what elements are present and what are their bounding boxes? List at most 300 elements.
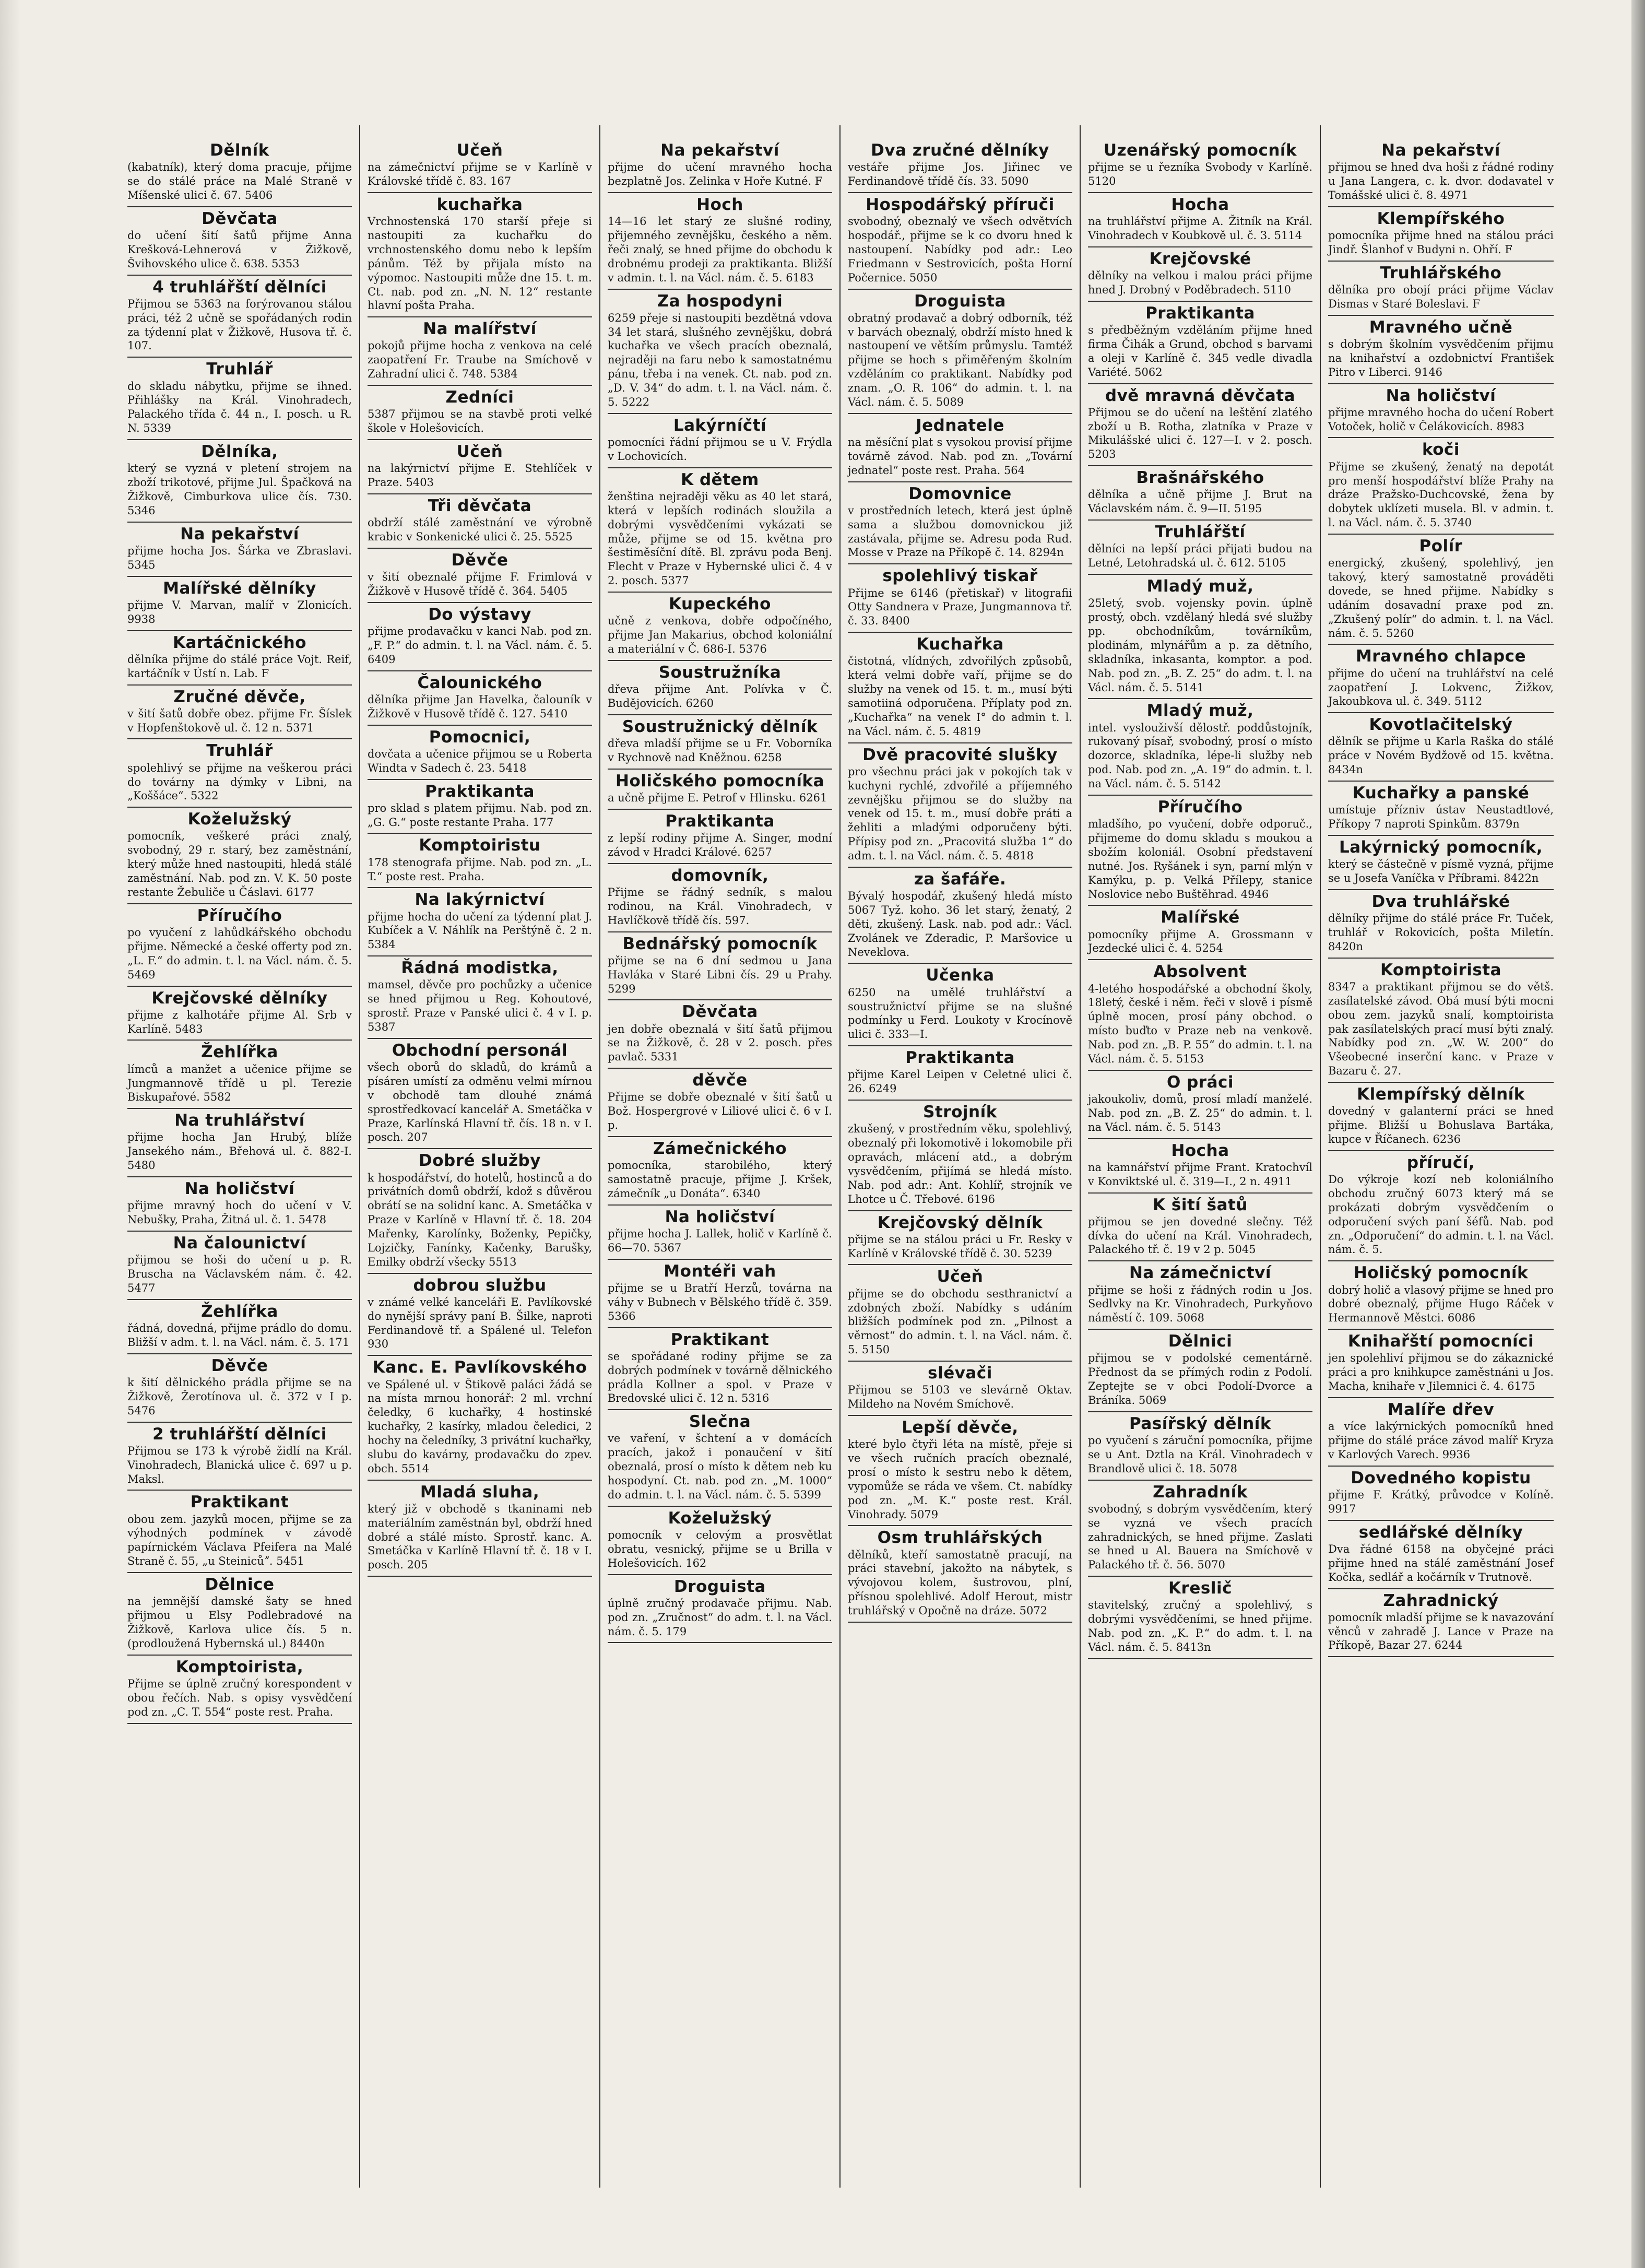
classified-ad	[848, 1265, 1072, 1362]
ad-heading: Příručího	[1157, 797, 1243, 817]
ad-heading: slévači	[928, 1364, 992, 1383]
ad-column-1	[120, 125, 360, 2188]
ad-heading: kuchařka	[436, 195, 523, 214]
ad-body: v šití obeznalé přijme F. Frimlová v Žižkově v Husově třídě č. 364. 5405	[368, 571, 592, 597]
classified-ad	[608, 290, 832, 414]
ad-heading: Zámečnického	[653, 1139, 787, 1158]
ad-body: dovedný v galanterní práci se hned přijme. Bližší u Bohuslava Bartáka, kupce v Říčanech. 6236	[1328, 1105, 1554, 1145]
classified-ad	[1088, 960, 1312, 1070]
ad-body: Do výkroje kozí neb koloniálního obchodu zručný 6073 který má se prokázati dobrým vysvědčením o odporučení svých paní šéfů. Nab. pod zn. „Odporučení“ do admin. t. l. na Václ. nám. č. 5.	[1328, 1173, 1554, 1256]
ad-heading: Zedníci	[445, 388, 514, 407]
ad-heading: Kuchařky a panské	[1352, 784, 1530, 803]
ad-body: přijmou se jen dovedné slečny. Též dívka do učení na Král. Vinohradech, Palackého tř. č. 19 v 2 p. 5045	[1088, 1215, 1312, 1256]
ad-heading: Praktikanta	[665, 811, 775, 831]
ad-body: které bylo čtyři léta na místě, přeje si ve všech ručních pracích obeznalé, prosí o místo k sestru nebo k dětem, vypomůže se ráda ve všem. Ct. nabídky pod zn. „M. K.“ poste rest. Král. Vinohrady. 5079	[848, 1438, 1072, 1521]
classified-ad	[368, 193, 592, 317]
ad-heading: Truhlář	[206, 741, 273, 761]
ad-heading: Učenka	[926, 966, 995, 985]
ad-body: přijme hocha Jos. Šárka ve Zbraslavi. 5345	[127, 544, 352, 571]
classified-ad	[127, 1573, 352, 1656]
ad-body: z lepší rodiny přijme A. Singer, modní závod v Hradci Králové. 6257	[608, 832, 832, 858]
classified-ad	[127, 440, 352, 523]
classified-ad	[368, 1039, 592, 1149]
ad-heading: Bednářský pomocník	[622, 934, 818, 953]
ad-body: Přijme se 6146 (přetiskař) v litografii Otty Sandnera v Praze, Jungmannova tř. č. 33. 8400	[848, 586, 1072, 628]
ad-body: dělník se přijme u Karla Raška do stálé práce v Novém Bydžově od 15. května. 8434n	[1328, 735, 1554, 776]
ad-body: obratný prodavač a dobrý odborník, též v barvách obeznalý, obdrží místo hned k nastoupení ve větším průmyslu. Tamtéž přijme se hoch s přiměřeným školním vzděláním co praktikant. Nabídky pod znam. „O. R. 106“ do admin. t. l. na Václ. nám. č. 5. 5089	[848, 311, 1072, 408]
classified-ad	[608, 139, 832, 193]
ad-heading: Lepší děvče,	[902, 1418, 1019, 1437]
classified-ad	[1088, 1071, 1312, 1139]
ad-heading: 2 truhlářští dělníci	[152, 1424, 327, 1444]
classified-ad	[127, 1491, 352, 1573]
ad-body: pomocníky přijme A. Grossmann v Jezdecké ulici č. 4. 5254	[1088, 928, 1312, 955]
scan-right-edge	[1631, 0, 1645, 2268]
classified-ad	[1328, 139, 1554, 207]
ad-column-6	[1321, 125, 1561, 2188]
ad-heading: Krejčovské dělníky	[151, 988, 328, 1008]
classified-ad	[127, 1041, 352, 1109]
ad-heading: Uzenářský pomocník	[1103, 141, 1297, 160]
classified-ad	[608, 593, 832, 661]
ad-heading: Praktikanta	[905, 1048, 1015, 1068]
ad-heading: O práci	[1166, 1072, 1234, 1092]
ad-heading: Pomocnici,	[429, 727, 531, 747]
classified-ad	[608, 864, 832, 932]
ad-heading: Učeň	[456, 442, 503, 461]
ad-body: dělníka pro obojí práci přijme Václav Dismas v Staré Boleslavi. F	[1328, 283, 1554, 310]
ad-heading: Dovedného kopistu	[1351, 1468, 1531, 1487]
ad-heading: Kupeckého	[669, 595, 771, 614]
ad-heading: Lakýrnický pomocník,	[1339, 838, 1543, 857]
ad-body: přijme do učení mravného hocha bezplatně Jos. Zelinka v Hoře Kutné. F	[608, 161, 832, 188]
ad-body: který se částečně v písmě vyzná, přijme se u Josefa Vaníčka v Příbrami. 8422n	[1328, 858, 1554, 885]
ad-body: pomocníci řádní přijmou se u V. Frýdla v Lochovicích.	[608, 436, 832, 463]
classified-ad	[127, 1177, 352, 1232]
ad-body: v známé velké kanceláři E. Pavlíkovské do nynější správy paní B. Šilke, naproti Ferdinandově tř. a Spálené ul. Telefon 930	[368, 1295, 592, 1351]
classified-ad	[368, 1356, 592, 1480]
ad-body: zkušený, v prostředním věku, spolehlivý, obeznalý při lokomotivě i lokomobile při opravách, mlácení atd., a dobrým vysvědčením, přijímá se hledá místo. Nab. pod adr.: Ant. Kohlíř, strojník ve Lhotce u Č. Třebové. 6196	[848, 1123, 1072, 1206]
scan-left-shade	[0, 0, 21, 2268]
ad-heading: Dělníka,	[201, 442, 278, 461]
ad-heading: Děvče	[211, 1356, 268, 1375]
classified-ad	[608, 1260, 832, 1328]
ad-heading: Učeň	[937, 1267, 984, 1286]
ad-heading: Kovotlačitelský	[1369, 715, 1513, 735]
classified-ad	[848, 414, 1072, 482]
ad-body: Přijmou se do učení na leštění zlatého zboží u B. Rotha, zlatníka v Praze v Mikulášské ulici č. 127—I. v 2. posch. 5203	[1088, 406, 1312, 461]
classified-ad	[368, 1274, 592, 1356]
ad-heading: Čalounického	[417, 673, 542, 692]
classified-ad	[127, 686, 352, 740]
ad-heading: Absolvent	[1153, 962, 1247, 982]
classified-ad	[608, 932, 832, 1001]
classified-ad	[1088, 699, 1312, 796]
classified-ad	[848, 743, 1072, 868]
ad-heading: Truhlář	[206, 360, 273, 379]
classified-ad	[1088, 1577, 1312, 1659]
classified-ad	[1328, 316, 1554, 384]
classified-ad	[1328, 384, 1554, 439]
ad-body: pomocník, veškeré práci znalý, svobodný, 29 r. starý, bez zaměstnání, který může hned nastoupiti, hledá stálé zaměstnání. Nab. pod zn. V. K. 50 poste restante Žebuliče u Čáslavi. 6177	[127, 830, 352, 899]
ad-heading: Holičského pomocníka	[616, 771, 824, 790]
classified-ad	[608, 414, 832, 468]
classified-ad	[608, 1069, 832, 1137]
ad-heading: Děvčata	[202, 209, 278, 228]
classified-ad	[848, 1526, 1072, 1623]
ad-body: přijme hocha do učení za týdenní plat J. Kubíček a V. Náhlík na Perštýně č. 2 n. 5384	[368, 910, 592, 951]
classified-ad	[848, 139, 1072, 193]
ad-heading: Řádná modistka,	[401, 959, 559, 978]
classified-ad	[848, 1101, 1072, 1211]
ad-heading: Malíře dřev	[1387, 1400, 1495, 1419]
ad-heading: Dělnice	[205, 1575, 275, 1594]
ad-body: k hospodářství, do hotelů, hostinců a do privátních domů obdrží, kdož s důvěrou obrátí se na solidní kanc. A. Smetáčka v Praze v Karlíně v Hlavní tř. č. 18. 204 Mařenky, Karolínky, Boženky, Pepičky, Lojzičky, Fanínky, Kačenky, Barušky, Emilky obdrží všecky 5513	[368, 1171, 592, 1268]
ad-body: přijme se na 6 dní sedmou u Jana Havláka v Staré Libni čís. 29 u Prahy. 5299	[608, 954, 832, 995]
ad-body: Přijme se řádný sedník, s malou rodinou, na Král. Vinohradech, v Havlíčkově třídě čís. 597.	[608, 885, 832, 927]
ad-heading: Krejčovské	[1149, 249, 1251, 268]
classified-ad	[127, 631, 352, 686]
ad-body: límců a manžet a učenice přijme se Jungmannově třídě u pl. Terezie Biskupařové. 5582	[127, 1062, 352, 1104]
classified-ad	[1088, 906, 1312, 960]
ad-heading: Komptoiristu	[419, 836, 541, 855]
ad-heading: Obchodní personál	[392, 1041, 568, 1060]
ad-heading: Truhlářští	[1155, 523, 1246, 542]
classified-ad	[127, 577, 352, 631]
ad-heading: domovník,	[671, 866, 769, 885]
ad-heading: Dvě pracovité slušky	[862, 745, 1058, 764]
ad-heading: Děvčata	[682, 1002, 758, 1022]
ad-heading: Kreslič	[1168, 1579, 1232, 1598]
ad-body: dobrý holič a vlasový přijme se hned pro dobré obeznalý, přijme Hugo Ráček v Hermannově Městci. 6086	[1328, 1283, 1554, 1325]
ad-column-5	[1081, 125, 1321, 2188]
ad-heading: Žehlířka	[201, 1043, 278, 1062]
ad-body: dřeva mladší přijme se u Fr. Voborníka v Rychnově nad Kněžnou. 6258	[608, 737, 832, 764]
ad-body: přijme V. Marvan, malíř v Zlonicích. 9938	[127, 598, 352, 625]
ad-heading: děvče	[692, 1071, 748, 1090]
ad-body: s dobrým školním vysvědčením přijmu na knihařství a ozdobnictví František Pitro v Liberci. 9146	[1328, 337, 1554, 379]
ad-body: přijme se na stálou práci u Fr. Resky v Karlíně v Královské třídě č. 30. 5239	[848, 1233, 1072, 1260]
classified-ad	[608, 770, 832, 810]
ad-body: přijme z kalhotáře přijme Al. Srb v Karlíně. 5483	[127, 1008, 352, 1035]
ad-body: se spořádané rodiny přijme se za dobrých podmínek v továrně dělnického prádla Kollner a spol. v Praze v Bredovské ulici č. 12 n. 5316	[608, 1350, 832, 1405]
ad-heading: Droguista	[674, 1577, 766, 1596]
ad-heading: Holičský pomocník	[1353, 1263, 1529, 1283]
ad-heading: Praktikant	[190, 1493, 289, 1512]
ad-body: dělníků, kteří samostatně pracují, na práci stavební, jakožto na nábytek, s vývojovou kolem, šustrovou, plní, přísnou spolehlivé. Adolf Herout, mistr truhlářský v Opočně na dráze. 5072	[848, 1548, 1072, 1617]
classified-ad	[1088, 139, 1312, 193]
classified-ad	[1088, 193, 1312, 247]
ad-body: stavitelský, zručný a spolehlivý, s dobrými vysvědčeními, se hned přijme. Nab. pod zn. „K. P.“ do adm. t. l. na Václ. nám. č. 5. 8413n	[1088, 1599, 1312, 1653]
ad-heading: Pasířský dělník	[1129, 1414, 1271, 1433]
classified-ad	[127, 1656, 352, 1724]
ad-body: jakoukoliv, domů, prosí mladí manželé. Nab. pod zn. „B. Z. 25“ do admin. t. l. na Václ. nám. č. 5. 5143	[1088, 1092, 1312, 1133]
ad-heading: Koželužský	[668, 1508, 772, 1528]
ad-heading: Na holičství	[665, 1207, 775, 1226]
ad-body: obou zem. jazyků mocen, přijme se za výhodných podmínek v závodě papírnickém Václava Pfeifera na Malé Straně č. 55, „u Steinicůˮ. 5451	[127, 1513, 352, 1568]
classified-ad	[127, 987, 352, 1041]
classified-ad	[127, 1109, 352, 1177]
classified-ad	[1328, 535, 1554, 645]
classified-ad	[368, 440, 592, 494]
classified-ad	[1328, 1398, 1554, 1467]
ad-heading: Kartáčnického	[172, 633, 307, 652]
ad-heading: spolehlivý tiskař	[882, 566, 1038, 586]
ad-heading: Kuchařka	[916, 635, 1004, 654]
ad-heading: Domovnice	[908, 484, 1012, 503]
ad-body: Dva řádné 6158 na obyčejné práci přijme hned na stálé zaměstnání Josef Kočka, sedlář a kočárník v Trutnově.	[1328, 1542, 1554, 1584]
classified-ad	[368, 834, 592, 888]
classified-ad	[1328, 959, 1554, 1083]
classified-ad	[608, 193, 832, 290]
ad-body: 25letý, svob. vojensky povin. úplně prostý, obch. vzdělaný hledá své služby pp. obchodníkům, továrníkům, plodinám, mlynářům a p. za dětního, skladníka, inkasanta, komptor. a pod. Nab. pod zn. „B. Z. 25“ do adm. t. l. na Václ. nám. č. 5. 5141	[1088, 597, 1312, 694]
classified-ad	[1328, 262, 1554, 316]
classified-ad	[848, 482, 1072, 565]
classified-ad	[368, 956, 592, 1039]
classified-ad	[848, 1211, 1072, 1266]
ad-body: k šití dělnického prádla přijme se na Žižkově, Žerotínova ul. č. 372 v I p. 5476	[127, 1376, 352, 1417]
ad-heading: Kanc. E. Pavlíkovského	[372, 1358, 587, 1377]
classified-ad	[1328, 1151, 1554, 1261]
classified-ad	[127, 1232, 352, 1300]
ad-heading: Na pekařství	[660, 141, 779, 160]
classified-ad	[368, 317, 592, 386]
ad-body: pomocníka přijme hned na stálou práci Jindř. Šlanhof v Budyni n. Ohří. F	[1328, 229, 1554, 256]
ad-body: přijmou se hned dva hoši z řádné rodiny u Jana Langera, c. k. dvor. dodavatel v Tomášské ulici č. 8. 4971	[1328, 161, 1554, 202]
classified-ad	[1328, 836, 1554, 890]
classified-ad	[1088, 466, 1312, 521]
ad-body: ve Spálené ul. v Štikově paláci žádá se na místa mrnou honorář: 2 ml. vrchní čeledky, 6 kuchařky, 4 hostinské kuchařky, 2 kasírky, mladou čeledici, 2 hochy na čeledníky, 3 privátní kuchařky, slubu do kavárny, prodavačku do zpev. obch. 5514	[368, 1378, 592, 1475]
ad-body: do skladu nábytku, přijme se ihned. Přihlášky na Král. Vinohradech, Palackého třída č. 44 n., I. posch. u R. N. 5339	[127, 380, 352, 435]
ad-heading: Na pekařství	[180, 524, 299, 544]
ad-heading: Hoch	[696, 195, 743, 214]
ad-body: jen spolehliví přijmou se do zákaznické práci a pro knihkupce zaměstnáni u Jos. Macha, knihaře v Jilemnici č. 4. 6175	[1328, 1352, 1554, 1393]
ad-column-4	[841, 125, 1081, 2188]
classified-ad	[1088, 247, 1312, 302]
ad-body: ve vaření, v šchtení a v domácích pracích, jakož i ponaučení v šití obeznalá, prosí o místo k dětem neb ku hospodyní. Ct. nab. pod zn. „M. 1000“ do admin. t. l. na Václ. nám. č. 5. 5399	[608, 1432, 832, 1501]
ad-heading: Zahradnický	[1383, 1591, 1499, 1610]
ad-heading: Strojník	[923, 1103, 997, 1122]
ad-body: (kabatník), který doma pracuje, přijme se do stálé práce na Malé Straně v Míšenské ulici č. 67. 5406	[127, 161, 352, 202]
ad-heading: Do výstavy	[428, 605, 531, 624]
ad-heading: Soustružnický dělník	[622, 717, 818, 736]
ad-body: přijme se u řezníka Svobody v Karlíně. 5120	[1088, 161, 1312, 188]
ad-body: přijme hocha Jan Hrubý, blíže Jansekého nám., Břehová ul. č. 882-I. 5480	[127, 1131, 352, 1172]
classified-ad	[368, 549, 592, 603]
ad-heading: Lakýrníčtí	[673, 416, 767, 435]
ad-body: dělníka přijme Jan Havelka, čalouník v Žižkově v Husově třídě č. 127. 5410	[368, 693, 592, 720]
ad-body: v prostředních letech, která jest úplně sama a službou domovnickou již zastávala, přijme se. Adresu poda Rud. Mosse v Praze na Příkopě č. 14. 8294n	[848, 504, 1072, 559]
ad-body: svobodný, obeznalý ve všech odvětvích hospodář., přijme se k co dvoru hned k nastoupení. Nabídky pod adr.: Leo Friedmann v Sestrovicích, pošta Horní Počernice. 5050	[848, 215, 1072, 284]
ad-body: po vyučení z lahůdkářského obchodu přijme. Německé a české offerty pod zn. „L. F.“ do admin. t. l. na Václ. nám. č. 5. 5469	[127, 926, 352, 981]
classified-ad	[1088, 302, 1312, 384]
ad-body: Přijme se dobře obeznalé v šití šatů u Bož. Hospergrové v Liliové ulici č. 6 v I. p.	[608, 1091, 832, 1132]
ad-heading: Na holičství	[1386, 386, 1496, 405]
ad-heading: Soustružníka	[658, 663, 782, 682]
ad-heading: Na čalounictví	[173, 1234, 306, 1253]
classified-ad	[1328, 1261, 1554, 1330]
classified-ad	[608, 1507, 832, 1575]
classified-ad	[127, 276, 352, 358]
classified-ad	[1328, 1589, 1554, 1658]
ad-body: na měsíční plat s vysokou provisí přijme továrně závod. Nab. pod zn. „Tovární jednatel“ poste rest. Praha. 564	[848, 436, 1072, 477]
ad-heading: Učeň	[456, 141, 503, 160]
classified-ad	[1088, 521, 1312, 575]
ad-heading: Praktikant	[670, 1330, 770, 1349]
ad-body: pro všechnu práci jak v pokojích tak v kuchyni rychlé, zdvořilé a příjemného zevnějšku přijmou se do služby na venek od 15. t. m., musí dobře práti a žehliti a mladými odporučeny býti. Přípisy pod zn. „Pracovitá služba 1“ do adm. t. l. na Václ. nám. č. 5. 4818	[848, 765, 1072, 862]
ad-body: spolehlivý se přijme na veškerou práci do továrny na dýmky v Libni, na „Koššáce“. 5322	[127, 761, 352, 802]
classified-ad	[368, 1149, 592, 1273]
classified-ad	[368, 386, 592, 440]
classified-ad	[848, 868, 1072, 964]
classified-ad	[1328, 713, 1554, 782]
ad-body: přijme F. Krátký, průvodce v Kolíně. 9917	[1328, 1488, 1554, 1515]
ad-body: dřeva přijme Ant. Polívka v Č. Budějovicích. 6260	[608, 683, 832, 710]
ad-body: přijme prodavačku v kanci Nab. pod zn. „F. P.“ do admin. t. l. na Václ. nám. č. 5. 6409	[368, 625, 592, 666]
ad-body: jen dobře obeznalá v šití šatů přijmou se na Žižkově, č. 28 v 2. posch. přes pavlač. 5331	[608, 1022, 832, 1064]
ad-heading: Dva truhlářské	[1371, 892, 1510, 911]
ad-heading: Na malířství	[423, 320, 537, 339]
ad-body: přijmou se v podolské cementárně. Přednost da se přímých rodin z Podolí. Zeptejte se v obci Podolí-Dvorce a Bráníka. 5069	[1088, 1352, 1312, 1407]
ad-body: Bývalý hospodář, zkušený hledá místo 5067 Tyž. koho. 36 let starý, ženatý, 2 děti, zkušený. Lask. nab. pod adr.: Václ. Zvolánek ve Zderadic, P. Maršovice u Neveklova.	[848, 890, 1072, 959]
ad-heading: Dělník	[210, 141, 269, 160]
classified-ad	[1328, 645, 1554, 713]
ad-body: dovčata a učenice přijmou se u Roberta Windta v Sadech č. 23. 5418	[368, 747, 592, 774]
ad-column-2	[360, 125, 600, 2188]
classified-ad	[848, 193, 1072, 290]
ad-heading: Na truhlářství	[174, 1111, 305, 1130]
ad-body: Přijmou se 173 k výrobě židlí na Král. Vinohradech, Blanická ulice č. 697 u p. Maksl.	[127, 1444, 352, 1485]
ad-heading: Mravného chlapce	[1355, 647, 1526, 666]
classified-ad	[1328, 1083, 1554, 1151]
ad-heading: Montéři vah	[664, 1261, 776, 1281]
classified-ad	[608, 1206, 832, 1260]
classified-ad	[368, 494, 592, 549]
ad-heading: Komptoirista,	[175, 1657, 304, 1676]
ad-heading: Mladá sluha,	[420, 1482, 540, 1502]
ad-heading: Droguista	[914, 291, 1006, 311]
ad-body: dělníky přijme do stálé práce Fr. Tuček, truhlář v Rokovicích, pošta Miletín. 8420n	[1328, 912, 1554, 953]
ad-body: intel. vyslouživší dělostř. poddůstojník, rukovaný písař, svobodný, prosí o místo dozorce, skladníka, lépe-li služby neb pod. Nab. pod zn. „A. 19“ do admin. t. l. na Václ. nám. č. 5. 5142	[1088, 721, 1312, 790]
ad-heading: Klempířský dělník	[1357, 1085, 1525, 1104]
ad-heading: Na holičství	[184, 1179, 295, 1199]
ad-heading: Komptoirista	[1380, 960, 1502, 979]
ad-body: mladšího, po vyučení, dobře odporuč., přijmeme do domu skladu s moukou a sbožím koloniál. Osobní představení nutné. Jos. Ryšánek i syn, parní mlýn v Kamýku, p. p. Velká Přílepy, stanice Noslovice nebo Buštěhrad. 4946	[1088, 818, 1312, 901]
ad-body: 178 stenografa přijme. Nab. pod zn. „L. T.“ poste rest. Praha.	[368, 856, 592, 883]
ad-heading: Hocha	[1171, 1141, 1229, 1160]
ad-heading: K šití šatů	[1153, 1195, 1248, 1214]
classified-ad	[127, 207, 352, 276]
classified-ad	[848, 1362, 1072, 1416]
ad-body: vestáře přijme Jos. Jiřinec ve Ferdinandově třídě čís. 33. 5090	[848, 161, 1072, 188]
ad-body: pomocník v celovým a prosvětlat obratu, vesnický, přijme se u Brilla v Holešovicích. 162	[608, 1529, 832, 1569]
classified-ad	[1328, 1521, 1554, 1589]
ad-body: přijme se u Bratří Herzů, továrna na váhy v Bubnech v Bělského třídě č. 359. 5366	[608, 1281, 832, 1322]
ad-heading: K dětem	[681, 470, 759, 489]
classified-ad	[608, 1328, 832, 1411]
ad-heading: Hocha	[1171, 195, 1229, 214]
ad-body: mamsel, děvče pro pochůzky a učenice se hned přijmou u Reg. Kohoutové, sprostř. Praze v Panské ulici č. 4 v I. p. 5387	[368, 978, 592, 1033]
classified-ad	[1088, 1481, 1312, 1577]
classified-ad	[1328, 782, 1554, 836]
classified-ad	[608, 1000, 832, 1069]
ad-body: 6250 na umělé truhlářství a soustružnictví přijme se na slušné podmínky u Ferd. Loukoty v Krocínově ulici č. 333—I.	[848, 986, 1072, 1041]
ad-body: obdrží stálé zaměstnání ve výrobně krabic v Sonkenické ulici č. 25. 5525	[368, 516, 592, 543]
ad-heading: Na zámečnictví	[1129, 1263, 1272, 1283]
classified-ad	[848, 633, 1072, 743]
ad-body: přijme se hoši z řádných rodin u Jos. Sedlvky na Kr. Vinohradech, Purkyňovo náměstí č. 109. 5068	[1088, 1283, 1312, 1325]
ad-column-3	[600, 125, 841, 2188]
classified-ad	[1328, 207, 1554, 262]
classified-ad	[127, 808, 352, 904]
ad-body: umístuje přízniv ústav Neustadtlové, Příkopy 7 naproti Spinkům. 8379n	[1328, 804, 1554, 831]
ad-heading: Osm truhlářských	[877, 1528, 1043, 1548]
ad-heading: Truhlářského	[1380, 263, 1502, 282]
ad-heading: Dobré služby	[419, 1151, 541, 1171]
ad-body: 14—16 let starý ze slušné rodiny, přijemného zevnějšku, českého a něm. řeči znalý, se hned přijme do obchodu k drobnému prodeji za praktikanta. Bližší v admin. t. l. na Václ. nám. č. 5. 6183	[608, 215, 832, 284]
classified-ad	[608, 1410, 832, 1507]
ad-body: dělníky na velkou i malou práci přijme hned J. Drobný v Poděbradech. 5110	[1088, 269, 1312, 296]
classified-ad	[608, 661, 832, 715]
ad-body: který se vyzná v pletení strojem na zboží trikotové, přijme Jul. Špačková na Žižkově, Cimburkova ulice čís. 730. 5346	[127, 462, 352, 517]
ad-body: a více lakýrnických pomocníků hned přijme do stálé práce závod malíř Kryza v Karlových Varech. 9936	[1328, 1420, 1554, 1461]
ad-heading: koči	[1422, 440, 1460, 459]
newspaper-classifieds-page	[120, 125, 1561, 2188]
ad-body: 8347 a praktikant přijmou se do větš. zasílatelské závod. Obá musí býti mocni obou zem. jazyků snalí, komptoirista pak zasílatelských prací musí býti znalý. Nabídky pod zn. „W. W. 200“ do Všeobecné inserční kanc. v Praze v Bazaru č. 27.	[1328, 980, 1554, 1078]
classified-ad	[1088, 575, 1312, 699]
ad-body: přijme mravného hocha do učení Robert Votoček, holič v Čelákovicích. 8983	[1328, 406, 1554, 433]
ad-body: ženština nejraději věku as 40 let stará, která v lepších rodinách sloužila a dobrými vysvědčeními vykázati se může, přijme se od 15. května pro šestiměsíční dítě. Bl. zprávu poda Benj. Flecht v Praze v Hybernské ulici č. 4 v 2. posch. 5377	[608, 490, 832, 587]
classified-ad	[1328, 1330, 1554, 1398]
classified-ad	[1088, 1412, 1312, 1481]
ad-body: přijmou se hoši do učení u p. R. Bruscha na Václavském nám. č. 42. 5477	[127, 1254, 352, 1294]
ad-body: přijme Karel Leipen v Celetné ulici č. 26. 6249	[848, 1068, 1072, 1095]
classified-ad	[1328, 1467, 1554, 1521]
ad-body: přijme do učení na truhlářství na celé zaopatření J. Lokvenc, Žižkov, Jakoubkova ul. č. 349. 5112	[1328, 667, 1554, 708]
classified-ad	[127, 1300, 352, 1354]
ad-heading: Malířské dělníky	[163, 578, 316, 598]
ad-heading: Malířské	[1161, 908, 1240, 927]
ad-body: 6259 přeje si nastoupiti bezdětná vdova 34 let stará, slušného zevnějšku, dobrá kuchařka ve všech pracích obeznalá, nejraději na faru nebo k samostatnému pánu, třeba i na venek. Ct. nab. pod zn. „D. V. 34“ do adm. t. l. na Václ. nám. č. 5. 5222	[608, 311, 832, 408]
classified-ad	[848, 564, 1072, 633]
ad-body: přijme mravný hoch do učení v V. Nebušky, Praha, Žitná ul. č. 1. 5478	[127, 1199, 352, 1226]
classified-ad	[608, 468, 832, 593]
classified-ad	[608, 810, 832, 864]
ad-body: všech oborů do skladů, do krámů a písáren umístí za odměnu velmi mírnou v obchodě tam dlouhé známá sprostředkovací kancelář A. Smetáčka v Praze, Karlínská Hlavní tř. čís. 18 n. v I. posch. 207	[368, 1061, 592, 1144]
ad-body: na kamnářství přijme Frant. Kratochvíl v Konviktské ul. č. 319—I., 2 n. 4911	[1088, 1161, 1312, 1188]
ad-body: řádná, dovedná, přijme prádlo do domu. Bližší v adm. t. l. na Václ. nám. č. 5. 171	[127, 1322, 352, 1349]
classified-ad	[127, 1423, 352, 1491]
ad-heading: Dva zručné dělníky	[871, 141, 1049, 160]
classified-ad	[368, 603, 592, 671]
ad-body: pomocník mladší přijme se k navazování věnců v zahradě J. Lance v Praze na Příkopě, Bazar 27. 6244	[1328, 1611, 1554, 1652]
ad-body: pokojů přijme hocha z venkova na celé zaopatření Fr. Traube na Smíchově v Zahradní ulici č. 748. 5384	[368, 339, 592, 381]
classified-ad	[368, 671, 592, 726]
ad-heading: Krejčovský dělník	[877, 1213, 1043, 1232]
ad-heading: sedlářské dělníky	[1358, 1522, 1523, 1542]
ad-heading: Jednatele	[916, 416, 1004, 435]
ad-body: učně z venkova, dobře odpočíného, přijme Jan Makarius, obchod koloniální a materiální v Č. 686-I. 5376	[608, 615, 832, 655]
ad-heading: Praktikanta	[1145, 303, 1255, 323]
classified-ad	[127, 139, 352, 207]
classified-ad	[1088, 1330, 1312, 1412]
classified-ad	[848, 964, 1072, 1046]
ad-heading: za šafáře.	[914, 869, 1007, 889]
ad-heading: Dělnici	[1168, 1332, 1233, 1351]
classified-ad	[368, 139, 592, 193]
classified-ad	[368, 780, 592, 834]
classified-ad	[1088, 384, 1312, 467]
